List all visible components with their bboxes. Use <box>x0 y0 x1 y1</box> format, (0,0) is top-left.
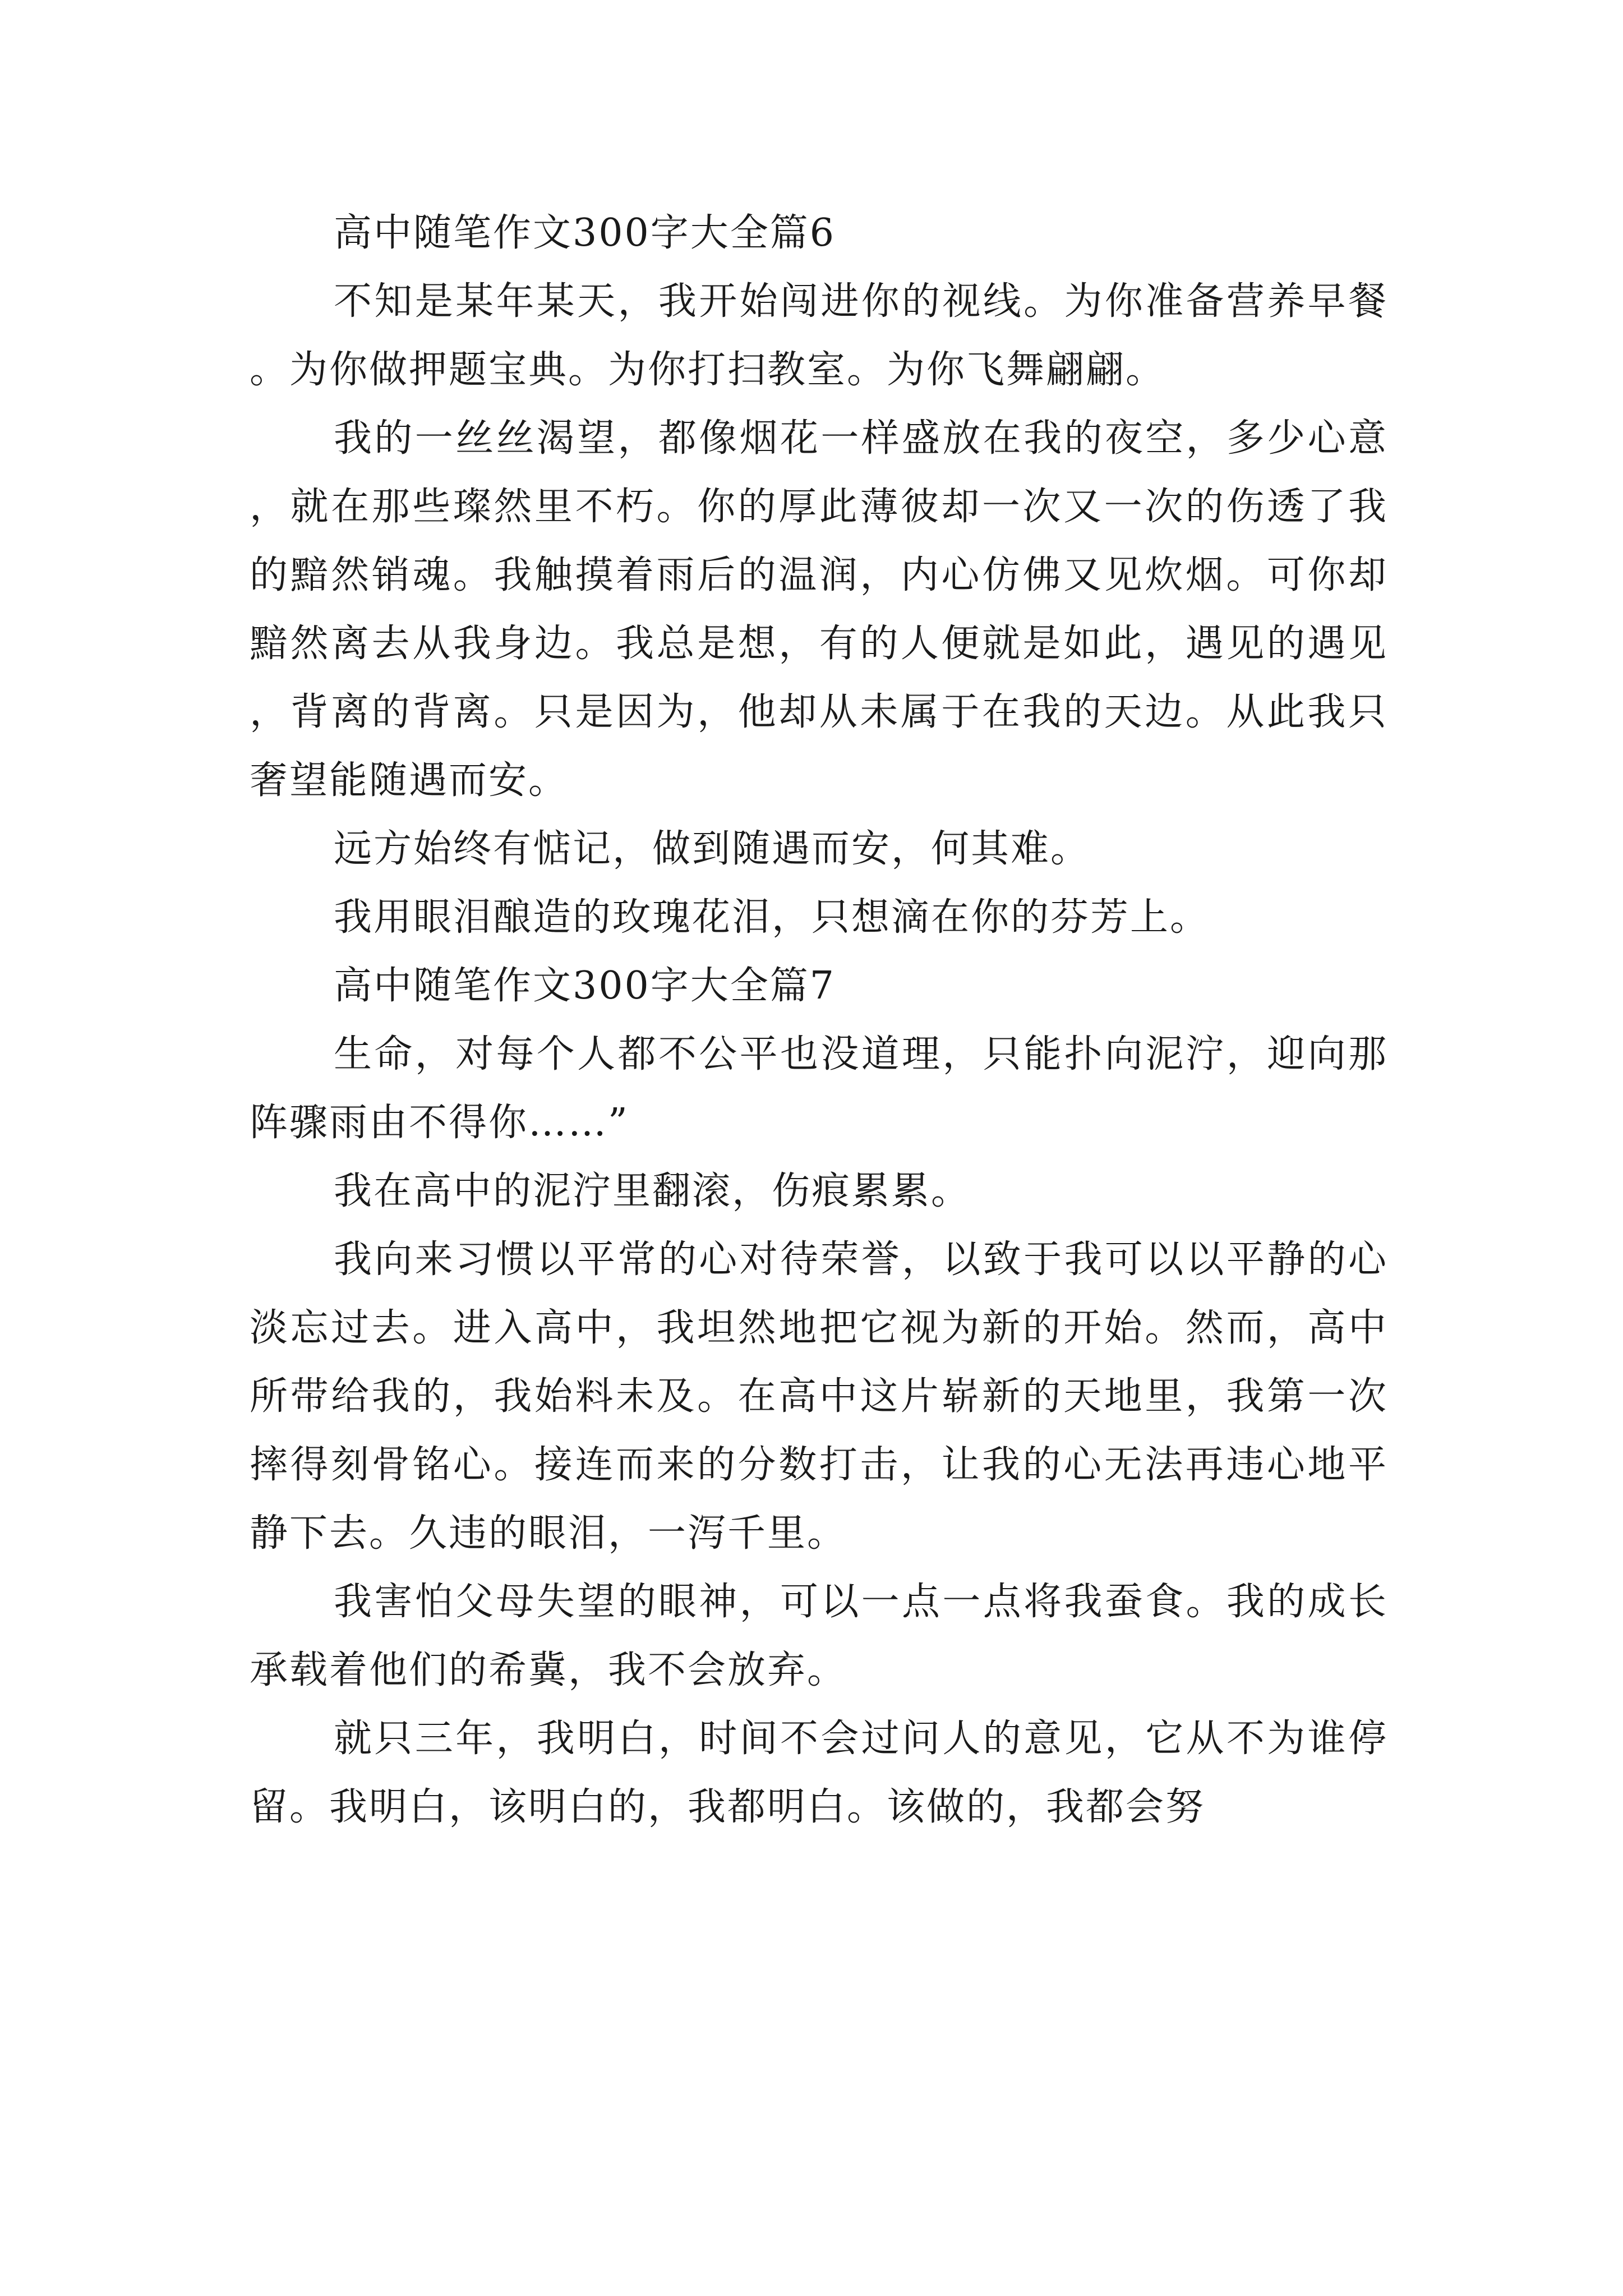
body-paragraph: 我的一丝丝渴望，都像烟花一样盛放在我的夜空，多少心意，就在那些璨然里不朽。你的厚此薄彼却一次又一次的伤透了我的黯然销魂。我触摸着雨后的温润，内心仿佛又见炊烟。可你却黯然离去从我身边。我总是想，有的人便就是如此，遇见的遇见，背离的背离。只是因为，他却从未属于在我的天边。从此我只奢望能随遇而安。 <box>250 416 1388 803</box>
body-paragraph: 远方始终有惦记，做到随遇而安，何其难。 <box>334 827 1091 871</box>
body-paragraph: 不知是某年某天，我开始闯进你的视线。为你准备营养早餐。为你做押题宝典。为你打扫教室。为你飞舞翩翩。 <box>250 279 1388 392</box>
body-paragraph: 我害怕父母失望的眼神，可以一点一点将我蚕食。我的成长承载着他们的希冀，我不会放弃。 <box>250 1580 1388 1692</box>
section-heading-7: 高中随笔作文300字大全篇7 <box>334 964 836 1008</box>
body-paragraph: 我向来习惯以平常的心对待荣誉，以致于我可以以平静的心淡忘过去。进入高中，我坦然地把它视为新的开始。然而，高中所带给我的，我始料未及。在高中这片崭新的天地里，我第一次摔得刻骨铭心。接连而来的分数打击，让我的心无法再违心地平静下去。久违的眼泪，一泻千里。 <box>250 1237 1388 1556</box>
body-paragraph: 我用眼泪酿造的玫瑰花泪，只想滴在你的芬芳上。 <box>334 895 1210 940</box>
body-paragraph: 我在高中的泥泞里翻滚，伤痕累累。 <box>334 1169 971 1213</box>
document-body <box>250 199 1388 1842</box>
body-paragraph: 就只三年，我明白，时间不会过问人的意见，它从不为谁停留。我明白，该明白的，我都明白。该做的，我都会努 <box>250 1717 1388 1829</box>
section-heading-6: 高中随笔作文300字大全篇6 <box>334 211 836 255</box>
body-paragraph: 生命，对每个人都不公平也没道理，只能扑向泥泞，迎向那阵骤雨由不得你……” <box>250 1032 1388 1145</box>
